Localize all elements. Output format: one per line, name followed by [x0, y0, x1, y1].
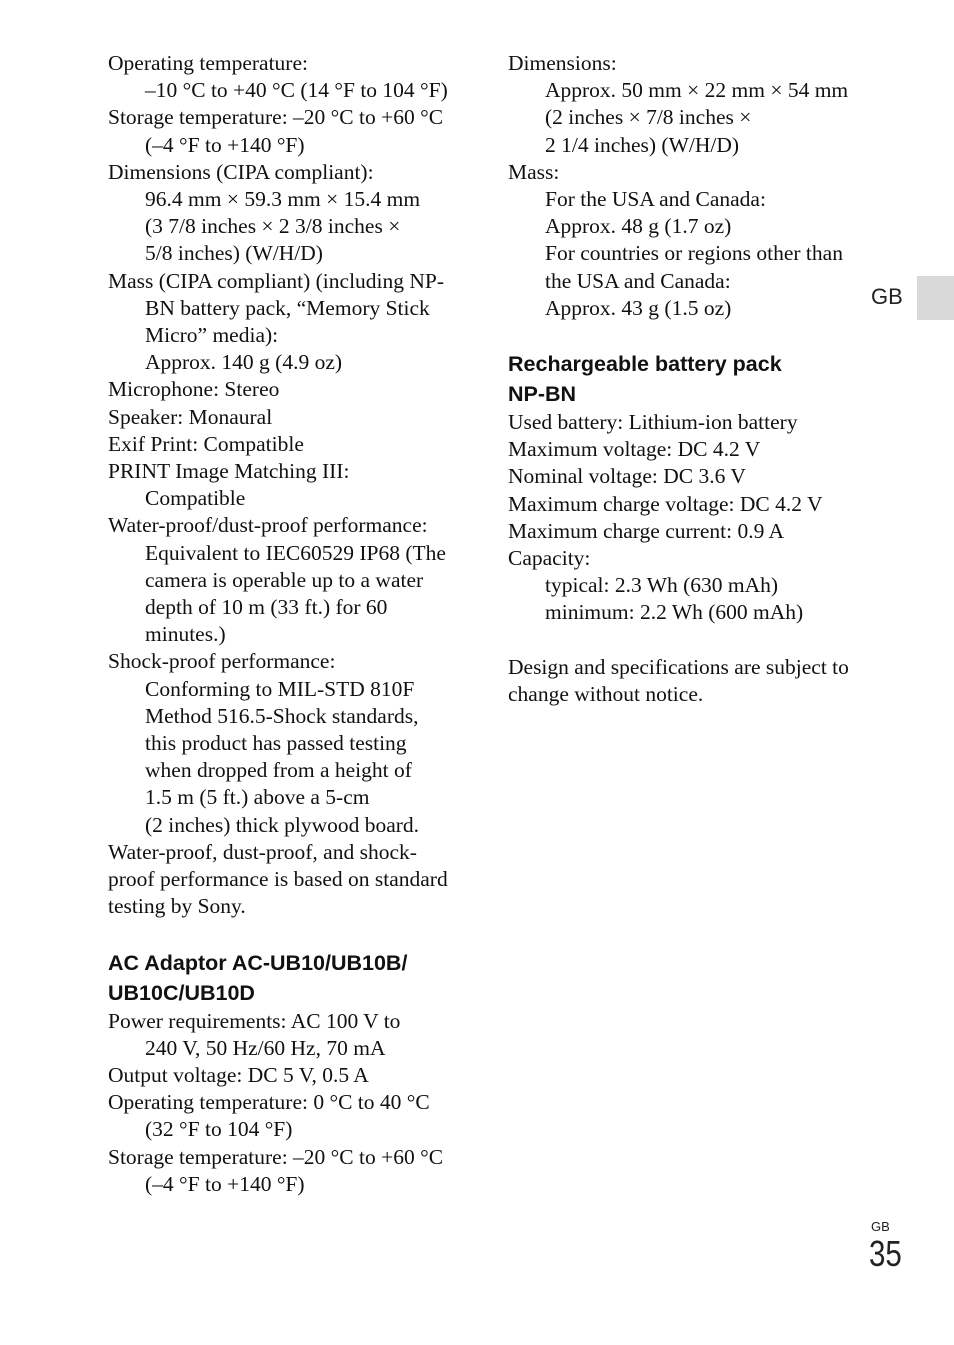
- spec-label: Shock-proof performance:: [108, 649, 336, 674]
- spec-label: Water-proof/dust-proof performance:: [108, 513, 428, 538]
- spec-label: Output voltage: DC 5 V, 0.5 A: [108, 1062, 369, 1087]
- spec-label: Used battery: Lithium-ion battery: [508, 410, 798, 435]
- spec-value: (–4 °F to +140 °F): [145, 1171, 305, 1196]
- section-heading-battery-pack: Rechargeable battery pack: [508, 352, 782, 377]
- spec-value: –10 °C to +40 °C (14 °F to 104 °F): [145, 78, 448, 103]
- spec-label: Capacity:: [508, 546, 591, 571]
- spec-value: (32 °F to 104 °F): [145, 1117, 293, 1142]
- section-gap: [108, 921, 478, 948]
- spec-label: Dimensions (CIPA compliant):: [108, 159, 374, 184]
- section-heading-ac-adaptor: AC Adaptor AC-UB10/UB10B/: [108, 950, 408, 975]
- spec-value: 1.5 m (5 ft.) above a 5-cm: [145, 785, 370, 810]
- spec-value: 240 V, 50 Hz/60 Hz, 70 mA: [145, 1035, 386, 1060]
- spec-label: Storage temperature: –20 °C to +60 °C: [108, 1144, 444, 1169]
- spec-value: Approx. 43 g (1.5 oz): [545, 295, 732, 320]
- side-tab-label: GB: [871, 284, 903, 309]
- spec-value: (2 inches × 7/8 inches ×: [545, 105, 752, 130]
- section-heading-battery-pack: NP-BN: [508, 382, 577, 407]
- spec-label: PRINT Image Matching III:: [108, 459, 350, 484]
- spec-value: (–4 °F to +140 °F): [145, 132, 305, 157]
- spec-label: Operating temperature: 0 °C to 40 °C: [108, 1090, 430, 1115]
- spec-value: Micro” media):: [145, 323, 279, 348]
- spec-value: Approx. 140 g (4.9 oz): [145, 350, 343, 375]
- spec-label: Power requirements: AC 100 V to: [108, 1008, 401, 1033]
- spec-value: 96.4 mm × 59.3 mm × 15.4 mm: [145, 187, 421, 212]
- spec-label: Maximum charge voltage: DC 4.2 V: [508, 491, 823, 516]
- spec-value: the USA and Canada:: [545, 268, 731, 293]
- spec-label: Speaker: Monaural: [108, 404, 273, 429]
- notice-text: change without notice.: [508, 681, 704, 706]
- section-gap: [508, 627, 878, 654]
- spec-value: Compatible: [145, 486, 246, 511]
- spec-value: minutes.): [145, 622, 226, 647]
- notice-text: Design and specifications are subject to: [508, 654, 849, 679]
- spec-label: Maximum voltage: DC 4.2 V: [508, 437, 761, 462]
- spec-label: Nominal voltage: DC 3.6 V: [508, 464, 746, 489]
- spec-label: Exif Print: Compatible: [108, 431, 304, 456]
- spec-value: when dropped from a height of: [145, 758, 412, 783]
- spec-value: Equivalent to IEC60529 IP68 (The: [145, 540, 446, 565]
- side-tab-marker: [917, 276, 954, 320]
- spec-value: Conforming to MIL-STD 810F: [145, 676, 415, 701]
- spec-label: Storage temperature: –20 °C to +60 °C: [108, 105, 444, 130]
- spec-label: Operating temperature:: [108, 51, 308, 75]
- spec-value: Method 516.5-Shock standards,: [145, 703, 419, 728]
- spec-value: typical: 2.3 Wh (630 mAh): [545, 573, 779, 598]
- page-number: 35: [869, 1233, 902, 1274]
- page-number-region: GB: [871, 1219, 890, 1234]
- spec-value: 2 1/4 inches) (W/H/D): [545, 132, 740, 157]
- spec-value: BN battery pack, “Memory Stick: [145, 295, 430, 320]
- spec-value: Approx. 50 mm × 22 mm × 54 mm: [545, 78, 849, 103]
- spec-label: Dimensions:: [508, 51, 617, 75]
- spec-value: For the USA and Canada:: [545, 187, 766, 212]
- right-column: [508, 50, 878, 708]
- spec-value: camera is operable up to a water: [145, 567, 424, 592]
- section-heading-ac-adaptor: UB10C/UB10D: [108, 980, 255, 1005]
- spec-value: minimum: 2.2 Wh (600 mAh): [545, 600, 804, 625]
- spec-note: proof performance is based on standard: [108, 867, 448, 892]
- spec-label: Microphone: Stereo: [108, 377, 280, 402]
- spec-label: Maximum charge current: 0.9 A: [508, 518, 785, 543]
- spec-value: depth of 10 m (33 ft.) for 60: [145, 595, 388, 620]
- spec-label: Mass (CIPA compliant) (including NP-: [108, 268, 445, 293]
- spec-value: (2 inches) thick plywood board.: [145, 812, 420, 837]
- spec-label: Mass:: [508, 159, 560, 184]
- spec-value: 5/8 inches) (W/H/D): [145, 241, 323, 266]
- left-column: [108, 50, 478, 1198]
- spec-note: testing by Sony.: [108, 894, 246, 919]
- spec-value: this product has passed testing: [145, 731, 407, 756]
- spec-value: (3 7/8 inches × 2 3/8 inches ×: [145, 214, 401, 239]
- spec-value: Approx. 48 g (1.7 oz): [545, 214, 732, 239]
- spec-value: For countries or regions other than: [545, 241, 843, 266]
- section-gap: [508, 322, 878, 349]
- spec-note: Water-proof, dust-proof, and shock-: [108, 839, 417, 864]
